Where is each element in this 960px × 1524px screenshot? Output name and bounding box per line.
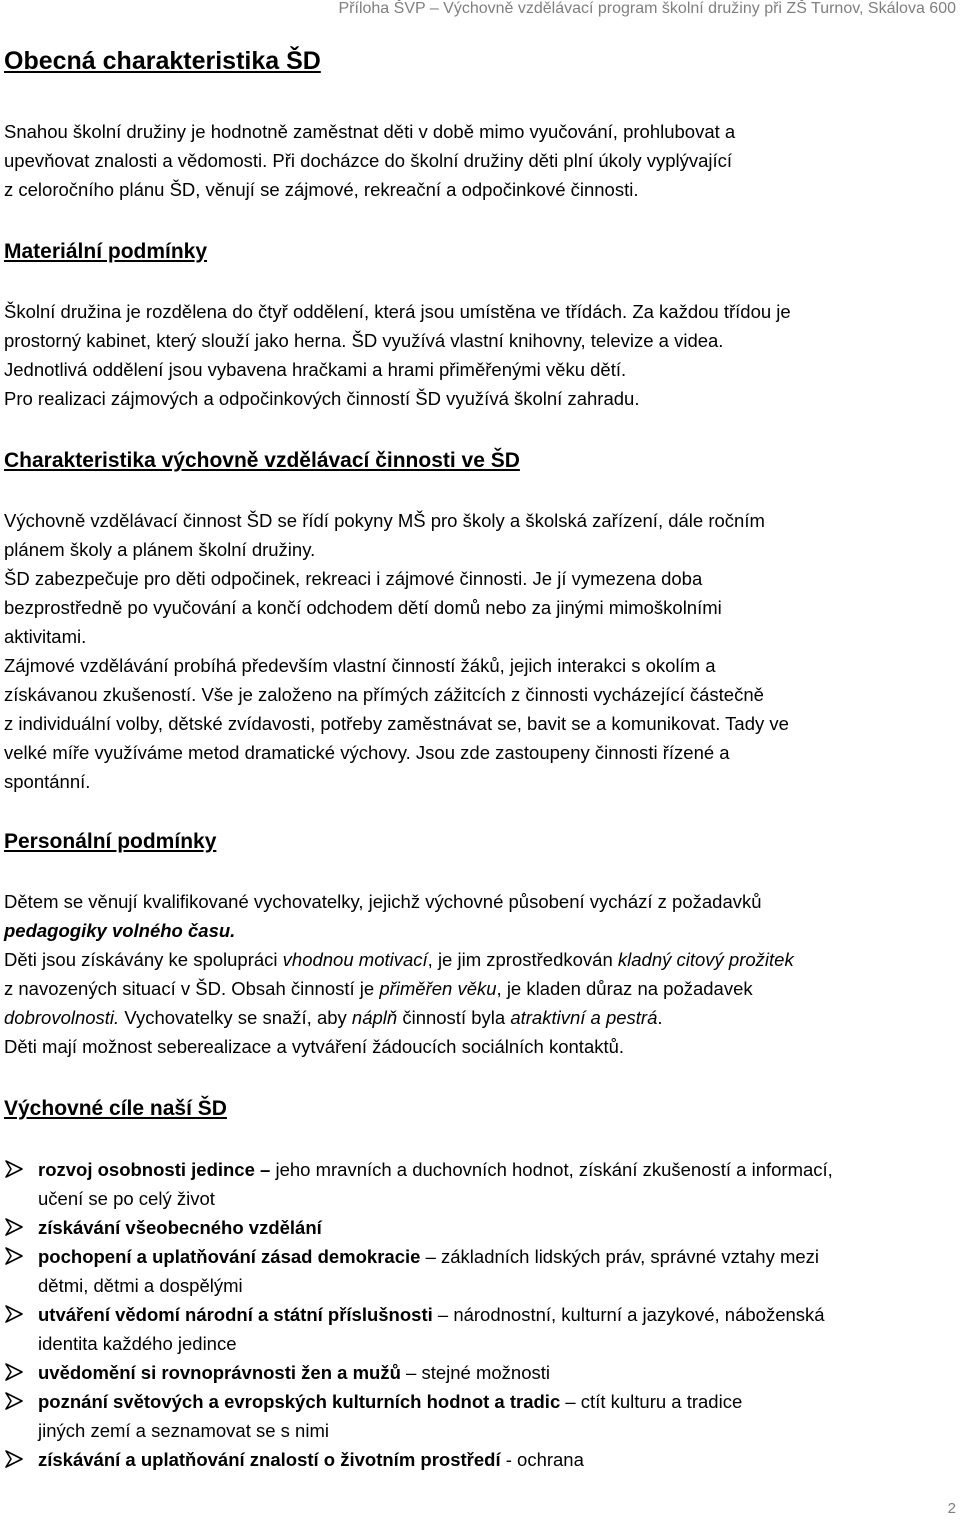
goal-text-continued: dětmi, dětmi a dospělými — [38, 1275, 243, 1296]
emphasis-text: atraktivní a pestrá — [510, 1007, 658, 1028]
goal-text: – ctít kulturu a tradice — [560, 1391, 743, 1412]
arrow-bullet-icon — [4, 1217, 24, 1237]
personal-line — [4, 916, 956, 945]
text-run: Vychovatelky se snaží, aby — [119, 1007, 352, 1028]
personal-line — [4, 974, 956, 1003]
goal-text-continued: identita každého jedince — [38, 1333, 237, 1354]
page-number: 2 — [947, 1500, 956, 1517]
material-line: Školní družina je rozdělena do čtyř oddělení, která jsou umístěna ve třídách. Za každou třídou je — [4, 301, 791, 322]
emphasis-text: pedagogiky volného času. — [4, 920, 236, 941]
heading-material: Materiální podmínky — [4, 240, 208, 263]
text-run: . — [657, 1007, 663, 1028]
goal-item — [4, 1213, 956, 1242]
goal-title: pochopení a uplatňování zásad demokracie — [38, 1246, 421, 1267]
character-line: plánem školy a plánem školní družiny. — [4, 539, 316, 560]
personal-paragraph — [4, 887, 956, 1061]
goal-title: získávání a uplatňování znalostí o životním prostředí — [38, 1449, 501, 1470]
text-run: činností byla — [397, 1007, 511, 1028]
text-run: Děti jsou získávány ke spolupráci — [4, 949, 283, 970]
goal-title: poznání světových a evropských kulturních hodnot a tradic — [38, 1391, 561, 1412]
arrow-bullet-icon — [4, 1391, 24, 1411]
character-line: ŠD zabezpečuje pro děti odpočinek, rekreaci i zájmové činnosti. Je jí vymezena doba — [4, 568, 703, 589]
personal-line: Děti mají možnost seberealizace a vytváření žádoucích sociálních kontaktů. — [4, 1036, 625, 1057]
arrow-bullet-icon — [4, 1304, 24, 1324]
goals-list — [4, 1155, 956, 1474]
character-paragraph — [4, 506, 956, 796]
text-run: , je jim zprostředkován — [427, 949, 618, 970]
emphasis-text: vhodnou motivací — [282, 949, 428, 970]
character-line: získávanou zkušeností. Vše je založeno na přímých zážitcích z činnosti vycházející částečně — [4, 684, 764, 705]
page-title: Obecná charakteristika ŠD — [4, 47, 321, 75]
page-header: Příloha ŠVP – Výchovně vzdělávací program školní družiny při ZŠ Turnov, Skálova 600 — [338, 0, 956, 17]
heading-personal: Personální podmínky — [4, 830, 217, 853]
character-line: bezprostředně po vyučování a končí odchodem dětí domů nebo za jinými mimoškolními — [4, 597, 722, 618]
personal-line — [4, 945, 956, 974]
goal-item — [4, 1155, 956, 1213]
personal-line: Dětem se věnují kvalifikované vychovatelky, jejichž výchovné působení vychází z požadavků — [4, 891, 762, 912]
intro-line: Snahou školní družiny je hodnotně zaměstnat děti v době mimo vyučování, prohlubovat a — [4, 121, 736, 142]
goal-item — [4, 1242, 956, 1300]
arrow-bullet-icon — [4, 1449, 24, 1469]
character-line: Zájmové vzdělávání probíhá především vlastní činností žáků, jejich interakci s okolím a — [4, 655, 716, 676]
goal-item — [4, 1387, 956, 1445]
emphasis-text: náplň — [351, 1007, 398, 1028]
goal-title: uvědomění si rovnoprávnosti žen a mužů — [38, 1362, 401, 1383]
goal-text: jeho mravních a duchovních hodnot, získání zkušeností a informací, — [270, 1159, 833, 1180]
goal-item — [4, 1300, 956, 1358]
heading-character: Charakteristika výchovně vzdělávací činnosti ve ŠD — [4, 449, 520, 472]
goal-text: – základních lidských práv, správné vztahy mezi — [420, 1246, 820, 1267]
emphasis-text: kladný citový prožitek — [617, 949, 794, 970]
emphasis-text: dobrovolnosti. — [4, 1007, 120, 1028]
goal-title: utváření vědomí národní a státní příslušnosti — [38, 1304, 433, 1325]
goal-item — [4, 1358, 956, 1387]
arrow-bullet-icon — [4, 1362, 24, 1382]
goal-title: získávání všeobecného vzdělání — [38, 1217, 322, 1238]
material-paragraph — [4, 297, 956, 413]
arrow-bullet-icon — [4, 1159, 24, 1179]
goal-text: – stejné možnosti — [400, 1362, 550, 1383]
arrow-bullet-icon — [4, 1246, 24, 1266]
goal-item — [4, 1445, 956, 1474]
personal-line — [4, 1003, 956, 1032]
heading-goals: Výchovné cíle naší ŠD — [4, 1097, 227, 1120]
character-line: velké míře využíváme metod dramatické výchovy. Jsou zde zastoupeny činnosti řízené a — [4, 742, 730, 763]
text-run: , je kladen důraz na požadavek — [496, 978, 753, 999]
goal-text-continued: jiných zemí a seznamovat se s nimi — [38, 1420, 329, 1441]
text-run: z navozených situací v ŠD. Obsah činností je — [4, 978, 380, 999]
intro-paragraph — [4, 117, 956, 204]
intro-line: z celoročního plánu ŠD, věnují se zájmové, rekreační a odpočinkové činnosti. — [4, 179, 639, 200]
goal-text: – národnostní, kulturní a jazykové, náboženská — [432, 1304, 825, 1325]
goal-text: - ochrana — [500, 1449, 584, 1470]
character-line: spontánní. — [4, 771, 91, 792]
goal-title: rozvoj osobnosti jedince – — [38, 1159, 271, 1180]
material-line: Pro realizaci zájmových a odpočinkových činností ŠD využívá školní zahradu. — [4, 388, 640, 409]
character-line: Výchovně vzdělávací činnost ŠD se řídí pokyny MŠ pro školy a školská zařízení, dále ročním — [4, 510, 765, 531]
emphasis-text: přiměřen věku — [379, 978, 497, 999]
material-line: prostorný kabinet, který slouží jako herna. ŠD využívá vlastní knihovny, televize a videa. — [4, 330, 724, 351]
material-line: Jednotlivá oddělení jsou vybavena hračkami a hrami přiměřenými věku dětí. — [4, 359, 627, 380]
character-line: aktivitami. — [4, 626, 87, 647]
intro-line: upevňovat znalosti a vědomosti. Při docházce do školní družiny děti plní úkoly vyplývající — [4, 150, 733, 171]
goal-text-continued: učení se po celý život — [38, 1188, 215, 1209]
character-line: z individuální volby, dětské zvídavosti, potřeby zaměstnávat se, bavit se a komunikovat. Tady ve — [4, 713, 789, 734]
